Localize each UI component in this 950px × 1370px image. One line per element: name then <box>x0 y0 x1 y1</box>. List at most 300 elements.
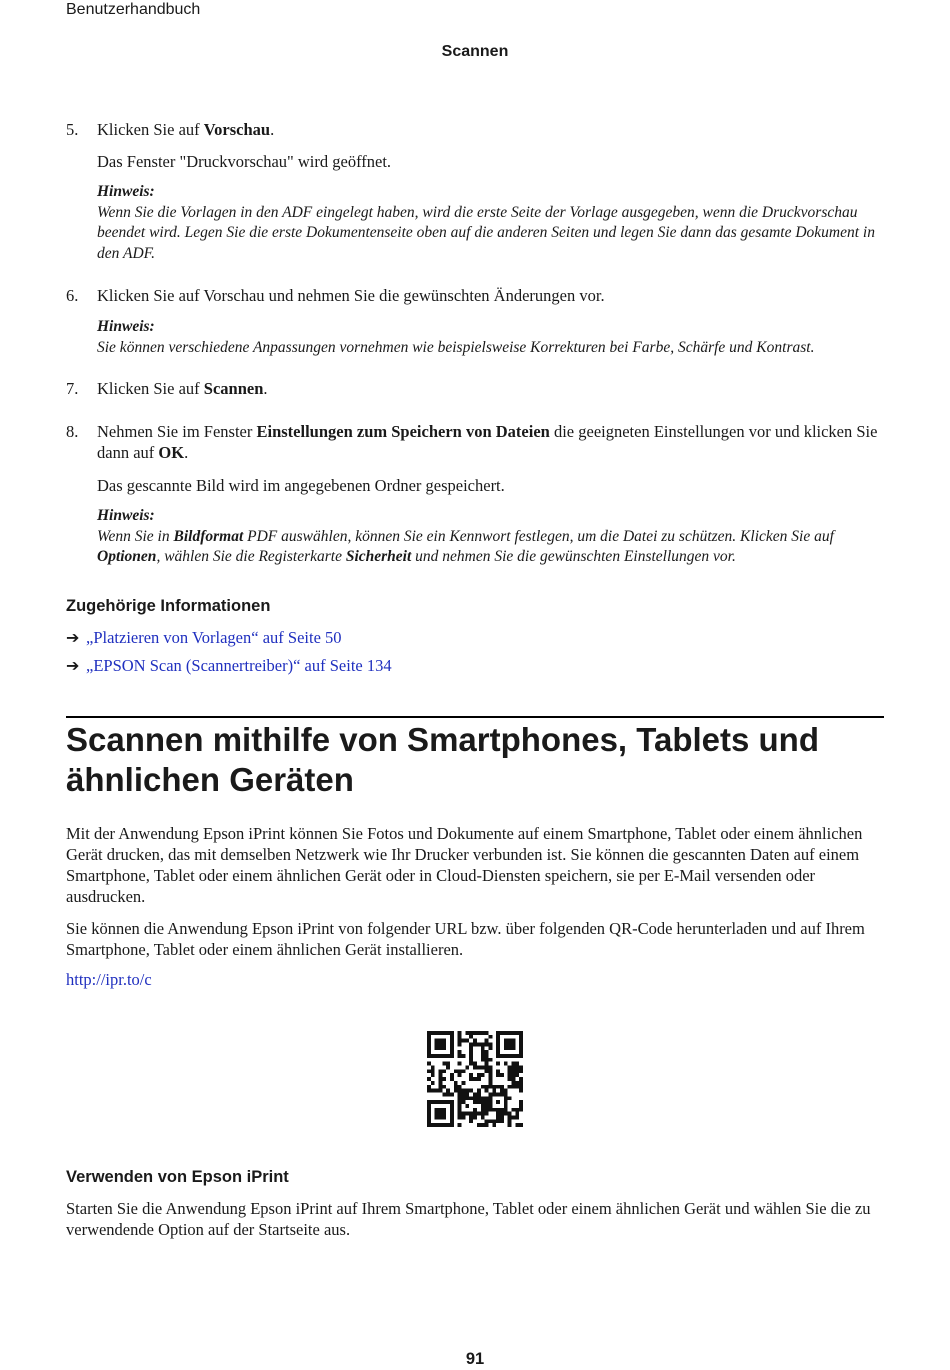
qr-module <box>519 1108 523 1112</box>
qr-module <box>481 1046 485 1050</box>
qr-module <box>473 1112 477 1116</box>
qr-module <box>446 1089 450 1093</box>
qr-module <box>515 1085 519 1089</box>
qr-module <box>469 1073 473 1077</box>
qr-code <box>427 1031 523 1127</box>
qr-module <box>515 1031 519 1035</box>
qr-module <box>465 1096 469 1100</box>
qr-module <box>458 1031 462 1035</box>
qr-module <box>458 1062 462 1066</box>
qr-module <box>508 1031 512 1035</box>
qr-module <box>458 1123 462 1127</box>
step-result: Das Fenster "Druckvorschau" wird geöffnet. <box>97 152 392 171</box>
qr-module <box>439 1054 443 1058</box>
step-text: Klicken Sie auf Vorschau und nehmen Sie die gewünschten Änderungen vor. <box>97 286 605 305</box>
qr-module <box>427 1046 431 1050</box>
qr-module <box>462 1089 466 1093</box>
qr-module <box>458 1085 462 1089</box>
qr-module <box>515 1108 519 1112</box>
qr-module <box>477 1031 481 1035</box>
qr-module <box>458 1100 462 1104</box>
related-link[interactable]: „Platzieren von Vorlagen“ auf Seite 50 <box>86 628 342 647</box>
qr-module <box>469 1043 473 1047</box>
qr-module <box>500 1031 504 1035</box>
qr-module <box>442 1039 446 1043</box>
qr-module <box>431 1069 435 1073</box>
qr-module <box>481 1108 485 1112</box>
qr-module <box>439 1081 443 1085</box>
qr-module <box>481 1115 485 1119</box>
qr-module <box>511 1081 515 1085</box>
qr-module <box>431 1054 435 1058</box>
qr-module <box>500 1092 504 1096</box>
qr-module <box>500 1085 504 1089</box>
qr-module <box>431 1073 435 1077</box>
qr-module <box>519 1081 523 1085</box>
qr-module <box>431 1100 435 1104</box>
qr-module <box>442 1069 446 1073</box>
qr-module <box>477 1123 481 1127</box>
qr-module <box>473 1115 477 1119</box>
qr-module <box>485 1104 489 1108</box>
qr-module <box>427 1069 431 1073</box>
qr-module <box>431 1031 435 1035</box>
qr-module <box>508 1096 512 1100</box>
qr-module <box>446 1092 450 1096</box>
qr-module <box>450 1119 454 1123</box>
qr-module <box>500 1119 504 1123</box>
qr-module <box>439 1031 443 1035</box>
qr-module <box>515 1112 519 1116</box>
qr-module <box>504 1062 508 1066</box>
qr-module <box>485 1100 489 1104</box>
qr-module <box>473 1066 477 1070</box>
qr-module <box>450 1073 454 1077</box>
note <box>97 317 887 358</box>
qr-module <box>485 1066 489 1070</box>
qr-module <box>481 1050 485 1054</box>
related-info-heading: Zugehörige Informationen <box>66 597 271 615</box>
qr-module <box>511 1077 515 1081</box>
qr-module <box>515 1115 519 1119</box>
qr-module <box>496 1073 500 1077</box>
qr-module <box>450 1050 454 1054</box>
qr-module <box>439 1100 443 1104</box>
qr-module <box>488 1081 492 1085</box>
qr-module <box>488 1035 492 1039</box>
qr-module <box>442 1046 446 1050</box>
section-paragraph: Sie können die Anwendung Epson iPrint von folgender URL bzw. über folgenden QR-Code herunterladen und auf Ihrem Smartphone, Tablet oder einem ähnlichen Gerät installieren. <box>66 919 865 959</box>
qr-module <box>504 1104 508 1108</box>
qr-module <box>504 1031 508 1035</box>
qr-module <box>511 1046 515 1050</box>
qr-module <box>427 1062 431 1066</box>
qr-module <box>439 1039 443 1043</box>
qr-module <box>462 1081 466 1085</box>
qr-module <box>477 1043 481 1047</box>
qr-module <box>481 1031 485 1035</box>
qr-module <box>462 1054 466 1058</box>
qr-module <box>511 1062 515 1066</box>
qr-module <box>519 1104 523 1108</box>
qr-module <box>511 1069 515 1073</box>
qr-module <box>435 1123 439 1127</box>
qr-module <box>515 1054 519 1058</box>
qr-module <box>508 1123 512 1127</box>
qr-module <box>427 1089 431 1093</box>
qr-module <box>439 1123 443 1127</box>
qr-module <box>439 1077 443 1081</box>
qr-module <box>462 1092 466 1096</box>
chapter-title: Scannen <box>441 43 509 60</box>
qr-module <box>454 1085 458 1089</box>
qr-module <box>427 1077 431 1081</box>
qr-module <box>458 1092 462 1096</box>
qr-module <box>465 1092 469 1096</box>
qr-module <box>450 1108 454 1112</box>
qr-module <box>442 1108 446 1112</box>
qr-module <box>439 1112 443 1116</box>
qr-module <box>488 1069 492 1073</box>
qr-module <box>504 1092 508 1096</box>
qr-module <box>458 1104 462 1108</box>
note <box>97 506 887 568</box>
qr-module <box>504 1100 508 1104</box>
qr-module <box>496 1069 500 1073</box>
qr-module <box>450 1039 454 1043</box>
qr-module <box>496 1035 500 1039</box>
qr-module <box>473 1039 477 1043</box>
qr-module <box>458 1073 462 1077</box>
qr-module <box>427 1112 431 1116</box>
qr-module <box>488 1066 492 1070</box>
qr-module <box>519 1077 523 1081</box>
qr-module <box>496 1031 500 1035</box>
qr-module <box>492 1089 496 1093</box>
qr-module <box>488 1100 492 1104</box>
qr-module <box>462 1112 466 1116</box>
qr-module <box>515 1073 519 1077</box>
qr-module <box>504 1043 508 1047</box>
qr-module <box>508 1085 512 1089</box>
qr-module <box>485 1096 489 1100</box>
qr-module <box>496 1046 500 1050</box>
qr-module <box>446 1054 450 1058</box>
qr-module <box>511 1115 515 1119</box>
qr-module <box>435 1100 439 1104</box>
qr-module <box>435 1089 439 1093</box>
qr-module <box>442 1077 446 1081</box>
qr-module <box>469 1089 473 1093</box>
qr-module <box>496 1100 500 1104</box>
qr-module <box>469 1077 473 1081</box>
qr-module <box>508 1119 512 1123</box>
qr-module <box>511 1043 515 1047</box>
qr-module <box>469 1058 473 1062</box>
qr-module <box>508 1046 512 1050</box>
qr-module <box>488 1092 492 1096</box>
qr-module <box>469 1119 473 1123</box>
qr-module <box>485 1119 489 1123</box>
qr-module <box>477 1073 481 1077</box>
qr-module <box>442 1043 446 1047</box>
qr-module <box>450 1035 454 1039</box>
qr-module <box>473 1108 477 1112</box>
qr-module <box>500 1112 504 1116</box>
step-number: 5. <box>66 120 79 139</box>
qr-module <box>485 1069 489 1073</box>
qr-module <box>462 1039 466 1043</box>
note-text: Sie können verschiedene Anpassungen vornehmen wie beispielsweise Korrekturen bei Farbe, Schärfe und Kontrast. <box>97 338 815 356</box>
qr-module <box>485 1050 489 1054</box>
step-text: Klicken Sie auf Vorschau. <box>97 120 275 139</box>
qr-module <box>473 1092 477 1096</box>
qr-module <box>442 1062 446 1066</box>
qr-module <box>511 1073 515 1077</box>
qr-module <box>431 1123 435 1127</box>
qr-module <box>435 1046 439 1050</box>
qr-module <box>439 1046 443 1050</box>
qr-module <box>435 1031 439 1035</box>
qr-module <box>508 1039 512 1043</box>
download-url-link[interactable]: http://ipr.to/c <box>66 970 152 989</box>
qr-module <box>427 1054 431 1058</box>
qr-module <box>427 1085 431 1089</box>
ui-term: Einstellungen zum Speichern von Dateien <box>256 422 550 441</box>
qr-module <box>511 1108 515 1112</box>
qr-module <box>511 1031 515 1035</box>
qr-module <box>508 1066 512 1070</box>
qr-module <box>519 1100 523 1104</box>
qr-module <box>442 1085 446 1089</box>
qr-module <box>496 1054 500 1058</box>
qr-module <box>485 1058 489 1062</box>
qr-module <box>442 1054 446 1058</box>
qr-module <box>450 1112 454 1116</box>
qr-module <box>485 1089 489 1093</box>
qr-module <box>485 1085 489 1089</box>
qr-module <box>504 1054 508 1058</box>
related-link[interactable]: „EPSON Scan (Scannertreiber)“ auf Seite 134 <box>86 656 392 675</box>
qr-module <box>519 1089 523 1093</box>
qr-module <box>485 1039 489 1043</box>
qr-module <box>508 1115 512 1119</box>
qr-module <box>458 1108 462 1112</box>
qr-module <box>500 1054 504 1058</box>
qr-module <box>427 1050 431 1054</box>
qr-module <box>450 1031 454 1035</box>
ui-term: OK <box>158 443 185 462</box>
qr-module <box>496 1119 500 1123</box>
qr-module <box>473 1077 477 1081</box>
subsection-paragraph: Starten Sie die Anwendung Epson iPrint auf Ihrem Smartphone, Tablet oder einem ähnlichen Gerät und wählen Sie die zu verwendende Option auf der Startseite aus. <box>66 1199 871 1239</box>
qr-module <box>469 1096 473 1100</box>
qr-module <box>508 1069 512 1073</box>
qr-module <box>439 1108 443 1112</box>
qr-module <box>496 1062 500 1066</box>
qr-module <box>481 1066 485 1070</box>
qr-module <box>435 1054 439 1058</box>
qr-module <box>485 1108 489 1112</box>
qr-module <box>439 1069 443 1073</box>
subsection-heading: Verwenden von Epson iPrint <box>66 1168 289 1186</box>
qr-module <box>488 1046 492 1050</box>
qr-module <box>485 1043 489 1047</box>
qr-module <box>515 1123 519 1127</box>
qr-module <box>427 1119 431 1123</box>
qr-module <box>439 1085 443 1089</box>
note-text: Wenn Sie die Vorlagen in den ADF eingelegt haben, wird die erste Seite der Vorlage ausgegeben, wenn die Druckvorschau beendet wird. Legen Sie die erste Dokumentenseite oben auf die anderen Seiten und legen Sie dann das gesamte Dokument in den ADF. <box>97 203 875 262</box>
qr-module <box>488 1085 492 1089</box>
step-number: 6. <box>66 286 79 305</box>
qr-module <box>508 1077 512 1081</box>
qr-module <box>488 1058 492 1062</box>
qr-module <box>431 1066 435 1070</box>
qr-module <box>465 1112 469 1116</box>
section-divider <box>66 716 884 718</box>
qr-module <box>496 1085 500 1089</box>
qr-module <box>458 1043 462 1047</box>
qr-module <box>519 1050 523 1054</box>
qr-module <box>485 1112 489 1116</box>
qr-module <box>481 1043 485 1047</box>
qr-module <box>427 1123 431 1127</box>
qr-module <box>458 1089 462 1093</box>
qr-module <box>427 1104 431 1108</box>
qr-module <box>519 1123 523 1127</box>
qr-module <box>469 1046 473 1050</box>
note-label: Hinweis: <box>97 183 155 200</box>
qr-module <box>458 1069 462 1073</box>
qr-module <box>496 1050 500 1054</box>
qr-module <box>446 1066 450 1070</box>
qr-module <box>442 1123 446 1127</box>
qr-module <box>462 1096 466 1100</box>
qr-module <box>439 1073 443 1077</box>
qr-module <box>488 1043 492 1047</box>
qr-module <box>492 1123 496 1127</box>
related-link-item <box>66 627 342 648</box>
qr-module <box>439 1043 443 1047</box>
qr-module <box>504 1112 508 1116</box>
qr-module <box>477 1066 481 1070</box>
qr-module <box>496 1108 500 1112</box>
qr-module <box>515 1062 519 1066</box>
qr-module <box>450 1115 454 1119</box>
qr-module <box>469 1062 473 1066</box>
qr-module <box>450 1054 454 1058</box>
qr-module <box>458 1115 462 1119</box>
qr-module <box>508 1043 512 1047</box>
note-label: Hinweis: <box>97 507 155 524</box>
qr-module <box>465 1066 469 1070</box>
qr-module <box>435 1108 439 1112</box>
qr-module <box>446 1100 450 1104</box>
qr-module <box>427 1108 431 1112</box>
section-title: Scannen mithilfe von Smartphones, Tablets und ähnlichen Geräten <box>66 721 819 798</box>
qr-module <box>477 1092 481 1096</box>
qr-module <box>469 1115 473 1119</box>
qr-module <box>485 1123 489 1127</box>
qr-module <box>508 1112 512 1116</box>
qr-module <box>462 1100 466 1104</box>
qr-module <box>473 1031 477 1035</box>
qr-module <box>473 1062 477 1066</box>
qr-module <box>450 1077 454 1081</box>
qr-module <box>519 1085 523 1089</box>
qr-module <box>431 1081 435 1085</box>
qr-module <box>496 1092 500 1096</box>
qr-module <box>454 1081 458 1085</box>
qr-module <box>511 1085 515 1089</box>
qr-module <box>450 1100 454 1104</box>
qr-module <box>504 1089 508 1093</box>
qr-module <box>481 1123 485 1127</box>
qr-module <box>446 1031 450 1035</box>
qr-module <box>435 1112 439 1116</box>
qr-module <box>462 1069 466 1073</box>
running-header: Benutzerhandbuch <box>66 1 201 18</box>
ui-term: Scannen <box>203 379 264 398</box>
note-label: Hinweis: <box>97 318 155 335</box>
qr-module <box>439 1115 443 1119</box>
qr-module <box>481 1058 485 1062</box>
qr-module <box>481 1054 485 1058</box>
qr-module <box>427 1115 431 1119</box>
qr-module <box>469 1031 473 1035</box>
step-7 <box>66 378 886 399</box>
qr-module <box>465 1031 469 1035</box>
ui-term: Vorschau <box>203 120 271 139</box>
related-link-item <box>66 655 392 676</box>
qr-module <box>462 1115 466 1119</box>
qr-module <box>488 1119 492 1123</box>
qr-module <box>458 1054 462 1058</box>
qr-module <box>469 1054 473 1058</box>
qr-module <box>427 1043 431 1047</box>
qr-module <box>450 1092 454 1096</box>
qr-module <box>477 1112 481 1116</box>
qr-module <box>458 1096 462 1100</box>
qr-module <box>485 1031 489 1035</box>
qr-module <box>481 1085 485 1089</box>
qr-module <box>488 1073 492 1077</box>
qr-module <box>515 1066 519 1070</box>
qr-module <box>481 1112 485 1116</box>
qr-module <box>519 1046 523 1050</box>
qr-module <box>454 1069 458 1073</box>
qr-module <box>458 1112 462 1116</box>
qr-module <box>446 1062 450 1066</box>
step-5 <box>66 119 886 140</box>
qr-module <box>458 1039 462 1043</box>
qr-module <box>511 1066 515 1070</box>
qr-module <box>519 1035 523 1039</box>
qr-module <box>492 1108 496 1112</box>
qr-module <box>504 1108 508 1112</box>
qr-module <box>481 1104 485 1108</box>
qr-module <box>477 1100 481 1104</box>
section-paragraph: Mit der Anwendung Epson iPrint können Sie Fotos und Dokumente auf einem Smartphone, Tablet oder einem ähnlichen Gerät drucken, das mit demselben Netzwerk wie Ihr Drucker verbunden ist. Sie können die gescannten Daten auf einem Smartphone, Tablet oder einem ähnlichen Gerät oder in Cloud-Diensten speichern, sie per E-Mail versenden oder ausdrucken. <box>66 824 863 906</box>
qr-module <box>477 1077 481 1081</box>
qr-module <box>477 1096 481 1100</box>
qr-module <box>519 1031 523 1035</box>
qr-module <box>427 1100 431 1104</box>
note <box>97 182 887 264</box>
qr-module <box>488 1096 492 1100</box>
qr-module <box>442 1112 446 1116</box>
qr-module <box>508 1054 512 1058</box>
